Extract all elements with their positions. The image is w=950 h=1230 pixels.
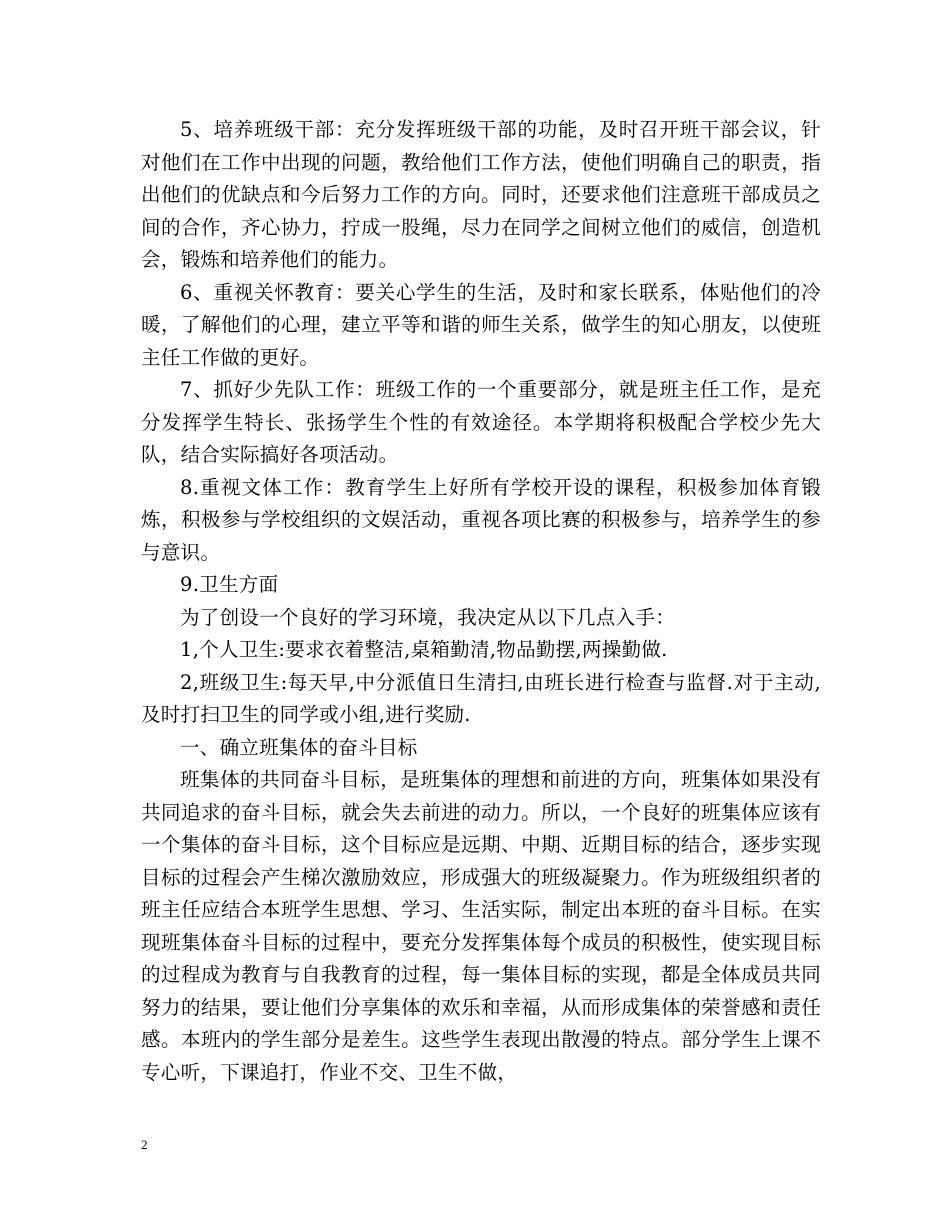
paragraph-class-hygiene: 2,班级卫生:每天早,中分派值日生清扫,由班长进行检查与监督.对于主动,及时打扫卫生的同学或小组,进行奖励.: [141, 670, 821, 726]
paragraph-personal-hygiene: 1,个人卫生:要求衣着整洁,桌箱勤清,物品勤摆,两操勤做.: [180, 638, 668, 661]
paragraph-hygiene-heading: 9.卫生方面: [180, 573, 279, 596]
paragraph-hygiene-intro: 为了创设一个良好的学习环境，我决定从以下几点入手：: [180, 605, 676, 629]
document-body: [141, 114, 821, 1089]
paragraph-young-pioneers: 7、抓好少先队工作：班级工作的一个重要部分，就是班主任工作，是充分发挥学生特长、张扬学生个性的有效途径。本学期将积极配合学校少先大队，结合实际搞好各项活动。: [141, 378, 821, 466]
paragraph-class-goals: 班集体的共同奋斗目标，是班集体的理想和前进的方向，班集体如果没有共同追求的奋斗目标，就会失去前进的动力。所以，一个良好的班集体应该有一个集体的奋斗目标，这个目标应是远期、中期、近期目标的结合，逐步实现目标的过程会产生梯次激励效应，形成强大的班级凝聚力。作为班级组织者的班主任应结合本班学生思想、学习、生活实际，制定出本班的奋斗目标。在实现班集体奋斗目标的过程中，要充分发挥集体每个成员的积极性，使实现目标的过程成为教育与自我教育的过程，每一集体目标的实现，都是全体成员共同努力的结果，要让他们分享集体的欢乐和幸福，从而形成集体的荣誉感和责任感。本班内的学生部分是差生。这些学生表现出散漫的特点。部分学生上课不专心听，下课追打，作业不交、卫生不做，: [141, 768, 821, 1084]
paragraph-care-education: 6、重视关怀教育：要关心学生的生活，及时和家长联系，体贴他们的冷暖，了解他们的心理，建立平等和谐的师生关系，做学生的知心朋友，以使班主任工作做的更好。: [141, 280, 821, 369]
section-heading-class-goals: 一、确立班集体的奋斗目标: [180, 735, 418, 759]
page-number: 2: [141, 1137, 148, 1152]
paragraph-arts-sports: 8.重视文体工作：教育学生上好所有学校开设的课程，积极参加体育锻炼，积极参与学校组织的文娱活动，重视各项比赛的积极参与，培养学生的参与意识。: [141, 475, 821, 564]
paragraph-cultivate-class-cadres: 5、培养班级干部：充分发挥班级干部的功能，及时召开班干部会议，针对他们在工作中出现的问题，教给他们工作方法，使他们明确自己的职责，指出他们的优缺点和今后努力工作的方向。同时，还要求他们注意班干部成员之间的合作，齐心协力，拧成一股绳，尽力在同学之间树立他们的威信，创造机会，锻炼和培养他们的能力。: [141, 118, 821, 271]
